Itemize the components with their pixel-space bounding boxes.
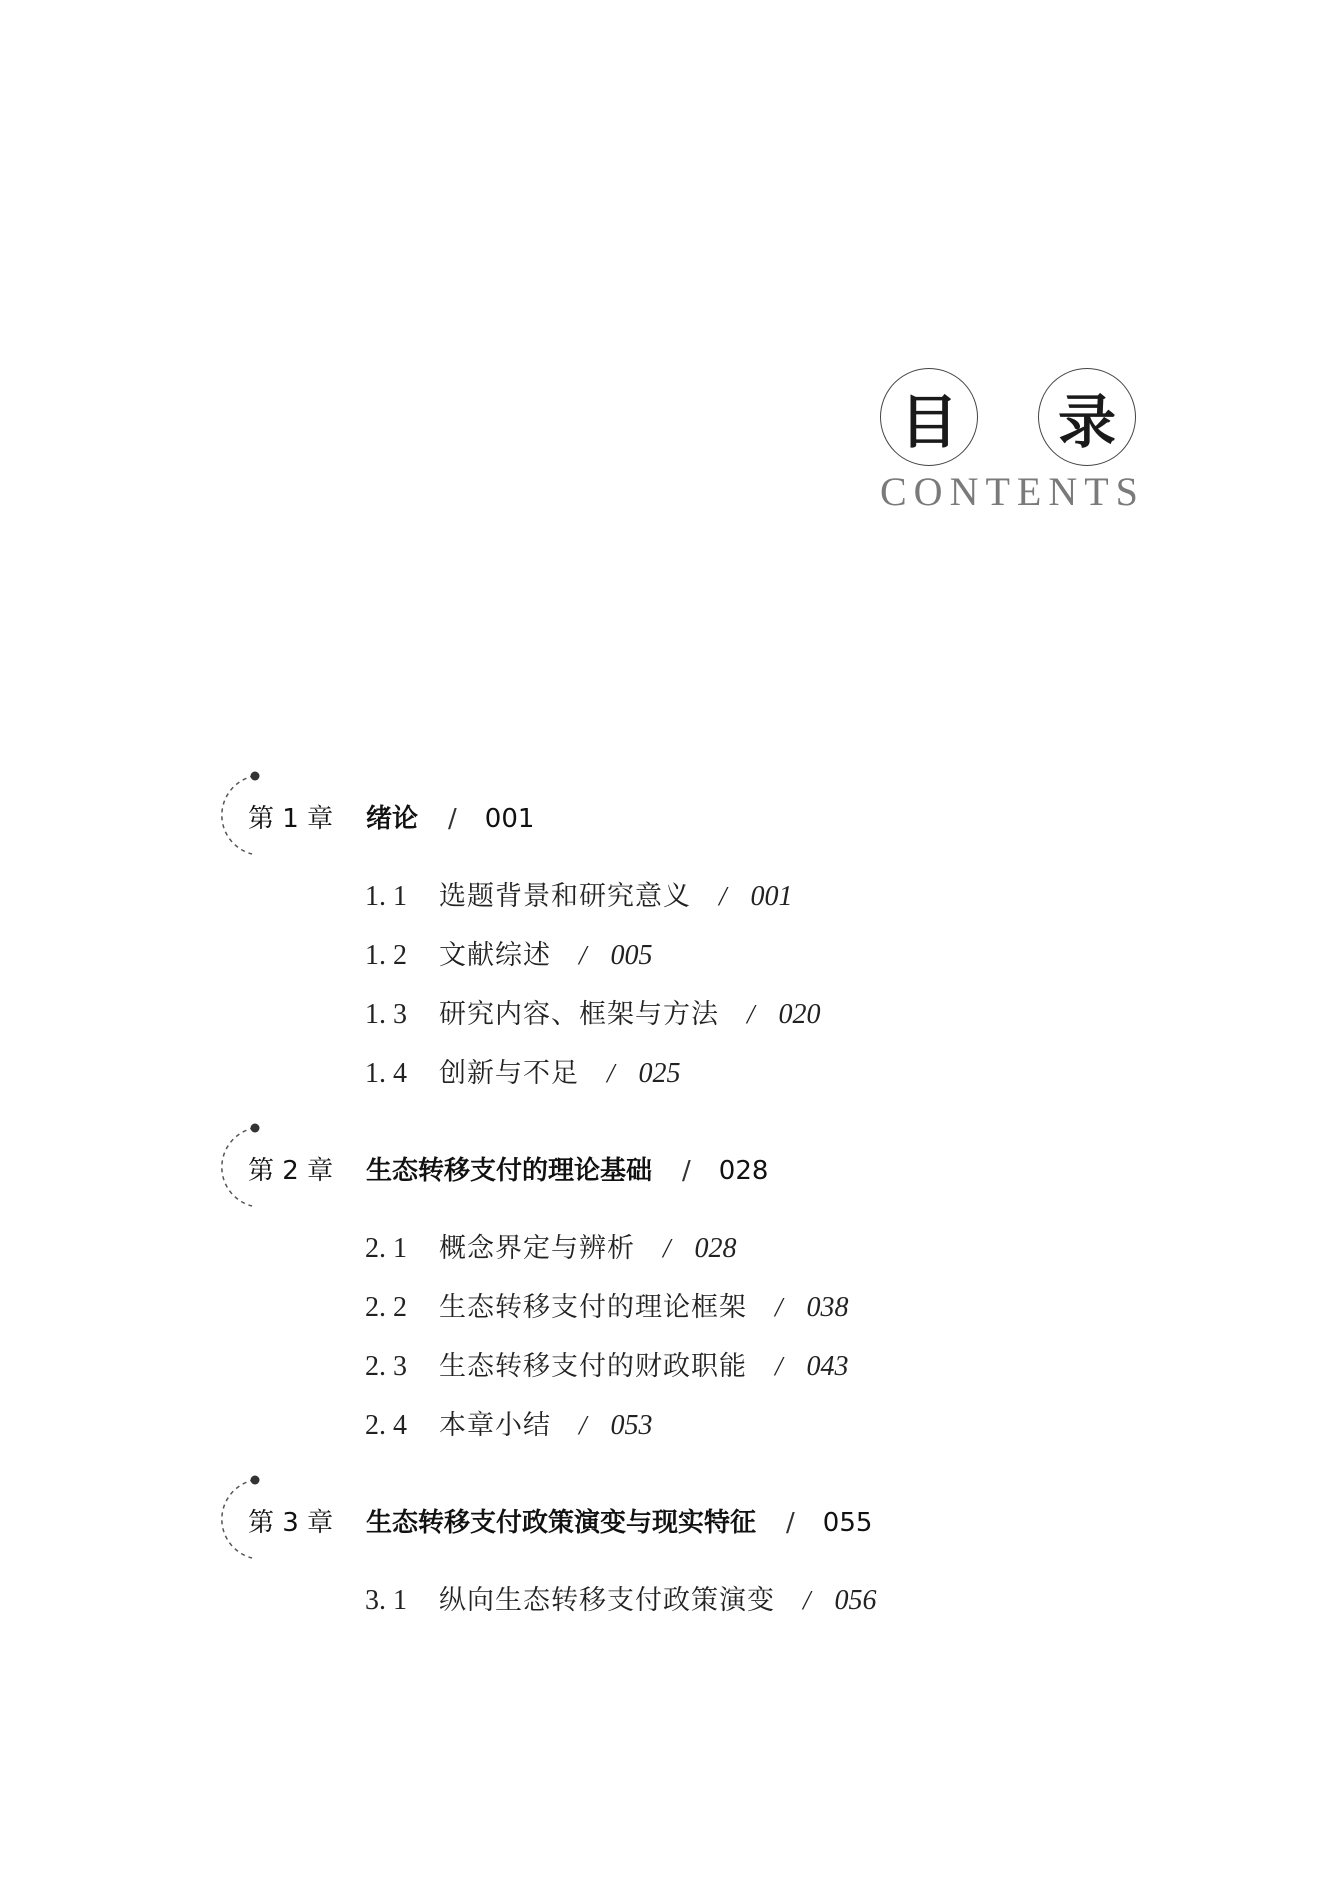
- section-entry: [365, 1287, 849, 1327]
- section-title: 文献综述: [439, 940, 551, 971]
- section-page-number: 005: [610, 940, 653, 971]
- chapter-separator: /: [448, 804, 457, 834]
- section-entry: [365, 876, 793, 916]
- chapter-dot: [251, 1124, 260, 1133]
- section-page-number: 053: [610, 1410, 653, 1441]
- section-page-number: 025: [638, 1058, 681, 1089]
- chapter-dot: [251, 772, 260, 781]
- section-separator: /: [775, 1351, 783, 1381]
- section-title: 生态转移支付的财政职能: [439, 1351, 747, 1382]
- section-number: 1. 4: [365, 1058, 407, 1089]
- contents-subtitle: CONTENTS: [880, 469, 1145, 514]
- section-separator: /: [579, 940, 587, 970]
- chapter-title: 生态转移支付政策演变与现实特征: [366, 1508, 757, 1538]
- section-page-number: 028: [694, 1233, 737, 1264]
- title-char-2: 录: [1057, 388, 1116, 456]
- chapter-page-number: 001: [484, 804, 535, 834]
- chapter-number: 第 2 章: [248, 1156, 334, 1186]
- section-title: 本章小结: [439, 1410, 551, 1441]
- chapter-title: 绪论: [366, 804, 419, 834]
- section-number: 1. 3: [365, 999, 407, 1030]
- section-page-number: 001: [750, 881, 793, 912]
- section-title: 纵向生态转移支付政策演变: [439, 1585, 775, 1616]
- section-title: 创新与不足: [439, 1058, 579, 1089]
- chapter-entry: [210, 1122, 1110, 1212]
- chapter-separator: /: [682, 1156, 691, 1186]
- section-page-number: 020: [778, 999, 821, 1030]
- chapter-entry: [210, 770, 1110, 860]
- chapter-number: 第 1 章: [248, 804, 334, 834]
- chapter-line: [248, 1502, 872, 1539]
- section-separator: /: [663, 1233, 671, 1263]
- section-separator: /: [747, 999, 755, 1029]
- chapter-line: [248, 798, 534, 835]
- section-number: 1. 1: [365, 881, 407, 912]
- chapter-line: [248, 1150, 768, 1187]
- section-title: 生态转移支付的理论框架: [439, 1292, 747, 1323]
- section-title: 选题背景和研究意义: [439, 881, 691, 912]
- section-number: 2. 1: [365, 1233, 407, 1264]
- section-number: 3. 1: [365, 1585, 407, 1616]
- section-entry: [365, 935, 653, 975]
- section-entry: [365, 1346, 849, 1386]
- section-number: 2. 3: [365, 1351, 407, 1382]
- section-number: 2. 2: [365, 1292, 407, 1323]
- section-number: 2. 4: [365, 1410, 407, 1441]
- chapter-separator: /: [786, 1508, 795, 1538]
- section-entry: [365, 994, 821, 1034]
- section-entry: [365, 1405, 653, 1445]
- section-entry: [365, 1580, 877, 1620]
- chapter-entry: [210, 1474, 1110, 1564]
- section-separator: /: [579, 1410, 587, 1440]
- title-char-1: 目: [899, 388, 958, 456]
- section-title: 概念界定与辨析: [439, 1233, 635, 1264]
- chapter-number: 第 3 章: [248, 1508, 334, 1538]
- section-title: 研究内容、框架与方法: [439, 999, 719, 1030]
- section-page-number: 056: [834, 1585, 877, 1616]
- section-separator: /: [775, 1292, 783, 1322]
- section-page-number: 038: [806, 1292, 849, 1323]
- chapter-title: 生态转移支付的理论基础: [366, 1156, 653, 1186]
- section-page-number: 043: [806, 1351, 849, 1382]
- chapter-dot: [251, 1476, 260, 1485]
- section-number: 1. 2: [365, 940, 407, 971]
- section-entry: [365, 1053, 681, 1093]
- section-separator: /: [803, 1585, 811, 1615]
- chapter-page-number: 055: [822, 1508, 873, 1538]
- section-entry: [365, 1228, 737, 1268]
- section-separator: /: [719, 881, 727, 911]
- section-separator: /: [607, 1058, 615, 1088]
- chapter-page-number: 028: [718, 1156, 769, 1186]
